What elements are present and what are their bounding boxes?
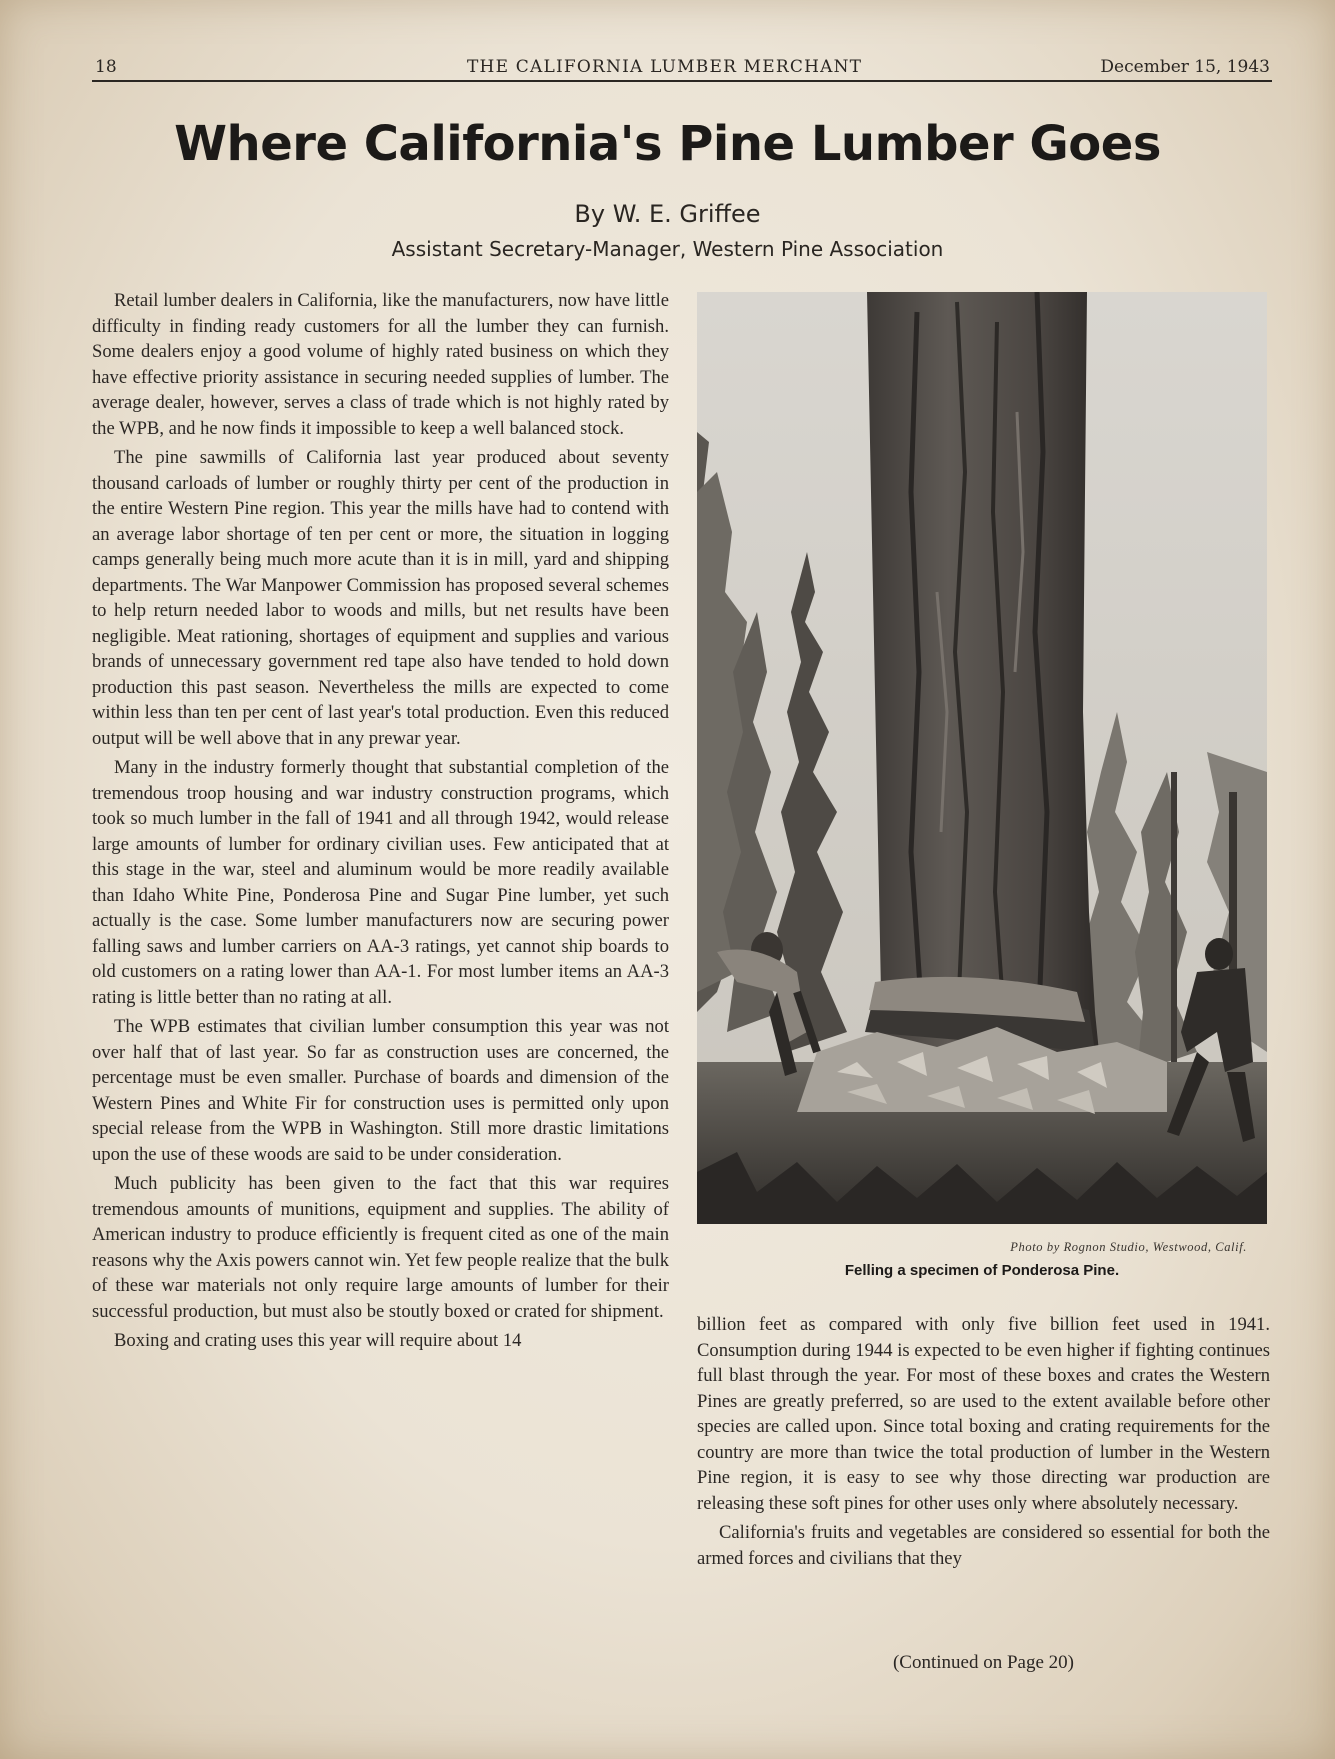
paragraph: California's fruits and vegetables are considered so essential for both the armed forces and civilians that they bbox=[697, 1522, 1270, 1569]
paragraph: Many in the industry formerly thought that substantial completion of the tremendous troop housing and war industry construction programs, which took so much lumber in the fall of 1941 and all through 1942, would release large amounts of lumber for ordinary civilian uses. Few anticipated that at this stage in the war, steel and aluminum would be more readily available than Idaho White Pine, Ponderosa Pine and Sugar Pine lumber, yet such actually is the case. Some lumber manufacturers now are securing power falling saws and lumber carriers on AA-3 ratings, yet cannot ship boards to old customers on a rating lower than AA-1. For most lumber items an AA-3 rating is little better than no rating at all. bbox=[92, 757, 669, 1008]
photo-illustration bbox=[697, 292, 1267, 1224]
right-column bbox=[697, 1312, 1270, 1575]
tree-felling-photo bbox=[697, 292, 1267, 1224]
paragraph: The WPB estimates that civilian lumber consumption this year was not over half that of last year. So far as construction uses are concerned, the percentage must be even smaller. Purchase of boards and dimension of the Western Pines and White Fir for construction uses is permitted only upon special release from the WPB in Washington. Still more drastic limitations upon the use of these woods are said to be under consideration. bbox=[92, 1016, 669, 1165]
issue-date: December 15, 1943 bbox=[1100, 57, 1270, 77]
paragraph: The pine sawmills of California last year produced about seventy thousand carloads of lumber or roughly thirty per cent of the production in the entire Western Pine region. This year the mills have had to contend with an average labor shortage of ten per cent or more, the situation in logging camps generally being much more acute than it is in mill, yard and shipping departments. The War Manpower Commission has proposed several schemes to help return needed labor to woods and mills, but net results have been negligible. Meat rationing, shortages of equipment and supplies and various brands of unnecessary government red tape also have tended to hold down production this past season. Nevertheless the mills are expected to come within less than ten per cent of last year's total production. Even this reduced output will be well above that in any prewar year. bbox=[92, 447, 669, 749]
photo-caption: Felling a specimen of Ponderosa Pine. bbox=[844, 1262, 1120, 1279]
header-rule bbox=[92, 80, 1272, 82]
author-affiliation: Assistant Secretary-Manager, Western Pine Association bbox=[391, 237, 944, 261]
paragraph: Retail lumber dealers in California, like the manufacturers, now have little difficulty in finding ready customers for all the lumber they can furnish. Some dealers enjoy a good volume of highly rated business on which they have effective priority assistance in securing needed supplies of lumber. The average dealer, however, serves a class of trade which is not highly rated by the WPB, and he now finds it impossible to keep a well balanced stock. bbox=[92, 290, 669, 439]
left-column bbox=[92, 288, 669, 1358]
paragraph: Much publicity has been given to the fact that this war requires tremendous amounts of munitions, equipment and supplies. The ability of American industry to produce efficiently is frequent cited as one of the main reasons why the Axis powers cannot win. Yet few people realize that the bulk of these war materials not only require large amounts of lumber for their successful production, but must also be stoutly boxed or crated for shipment. bbox=[92, 1173, 669, 1322]
paragraph: billion feet as compared with only five billion feet used in 1941. Consumption during 1944 is expected to be even higher if fighting continues full blast through the year. For most of these boxes and crates the Western Pines are greatly preferred, so are used to the extent available before other species are called upon. Since total boxing and crating requirements for the country are more than twice the total production of lumber in the Western Pine region, it is easy to see why those directing war production are releasing these soft pines for other uses only where absolutely necessary. bbox=[697, 1314, 1270, 1514]
photo-credit: Photo by Rognon Studio, Westwood, Calif. bbox=[1010, 1240, 1247, 1254]
page-number: 18 bbox=[95, 57, 117, 77]
article-byline: By W. E. Griffee bbox=[574, 200, 761, 228]
continued-notice: (Continued on Page 20) bbox=[892, 1652, 1074, 1673]
running-header bbox=[95, 55, 1270, 79]
magazine-name: THE CALIFORNIA LUMBER MERCHANT bbox=[467, 57, 863, 77]
article-title: Where California's Pine Lumber Goes bbox=[174, 116, 1161, 172]
paragraph: Boxing and crating uses this year will require about 14 bbox=[114, 1330, 522, 1351]
